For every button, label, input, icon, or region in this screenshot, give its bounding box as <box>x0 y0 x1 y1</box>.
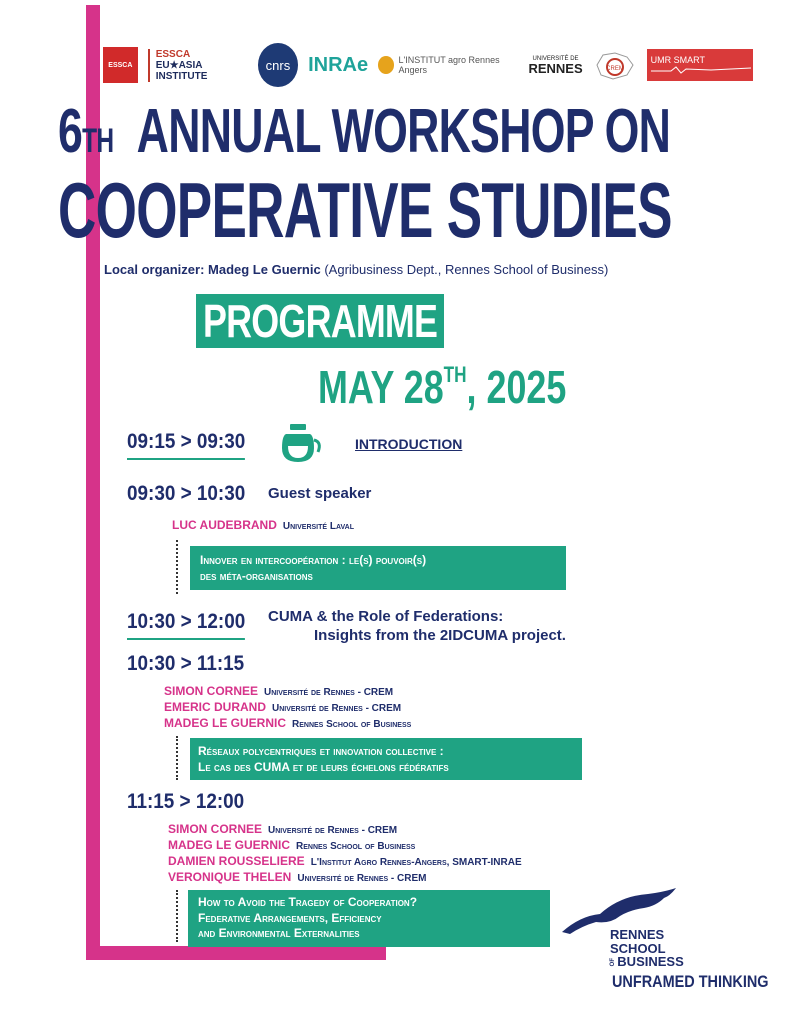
speaker-rousseliere: DAMIEN ROUSSELIERE L'Institut Agro Rennes-Angers, SMART-INRAE <box>168 854 522 868</box>
programme-heading: PROGRAMME <box>196 294 444 348</box>
coffee-pot-icon <box>276 422 324 466</box>
essca-eu-asia-logo: ESSCA EU★ASIA INSTITUTE <box>148 49 248 82</box>
session-1-time: 09:15 > 09:30 <box>127 430 245 460</box>
session-1-label: INTRODUCTION <box>355 436 463 452</box>
decorative-horizontal-bar <box>86 946 386 960</box>
dotted-connector <box>176 890 180 942</box>
session-3-label-line-2: Insights from the 2IDCUMA project. <box>314 627 566 644</box>
speaker-audebrand: LUC AUDEBRAND Université Laval <box>172 518 354 532</box>
svg-text:CREM: CREM <box>605 66 624 72</box>
title-line-1: 6TH ANNUAL WORKSHOP ON <box>58 97 671 166</box>
institut-agro-logo: L'INSTITUT agro Rennes Angers <box>378 55 518 75</box>
speaker-cornee: SIMON CORNEE Université de Rennes - CREM <box>164 684 394 698</box>
session-3-label-line-1: CUMA & the Role of Federations: <box>268 608 504 625</box>
talk-box-2: Innover en intercoopération : le(s) pouvoir(s) des méta-organisations <box>190 546 566 590</box>
talk-box-5: How to Avoid the Tragedy of Cooperation? Federative Arrangements, Efficiency and Environmental Externalities <box>188 890 550 947</box>
speaker-le-guernic: MADEG LE GUERNIC Rennes School of Business <box>164 716 412 730</box>
partner-logos <box>103 40 753 90</box>
smart-wave-icon <box>651 65 751 75</box>
session-3-time: 10:30 > 12:00 <box>127 610 245 640</box>
session-2-time: 09:30 > 10:30 <box>127 482 246 505</box>
talk-box-4: Réseaux polycentriques et innovation collective : Le cas des CUMA et de leurs échelons fédératifs <box>190 738 582 780</box>
crem-logo <box>593 47 637 83</box>
speaker-cornee-2: SIMON CORNEE Université de Rennes - CREM <box>168 822 398 836</box>
event-date: MAY 28TH, 2025 <box>318 361 567 413</box>
agro-dot-icon <box>378 56 394 74</box>
crem-map-icon <box>593 47 637 83</box>
speaker-le-guernic-2: MADEG LE GUERNIC Rennes School of Business <box>168 838 416 852</box>
inrae-logo: INRAe <box>308 53 369 76</box>
universite-rennes-logo: UNIVERSITÉ DE RENNES <box>528 55 583 76</box>
rsb-tagline: UNFRAMED THINKING <box>612 972 769 991</box>
local-organizer: Local organizer: Madeg Le Guernic (Agribusiness Dept., Rennes School of Business) <box>104 262 609 277</box>
speaker-thelen: VERONIQUE THELEN Université de Rennes - CREM <box>168 870 427 884</box>
dotted-connector <box>176 540 180 594</box>
umr-smart-logo: UMR SMART <box>647 49 753 81</box>
session-5-time: 11:15 > 12:00 <box>127 790 245 813</box>
essca-logo: ESSCA <box>103 47 138 83</box>
rennes-school-of-business-logo: RENNES SCHOOL OF BUSINESS UNFRAMED THINKING <box>560 886 750 996</box>
title-line-2: COOPERATIVE STUDIES <box>58 166 672 254</box>
cnrs-logo: cnrs <box>258 43 298 87</box>
session-4-time: 10:30 > 11:15 <box>127 652 245 675</box>
session-2-label: Guest speaker <box>268 485 372 502</box>
speaker-durand: EMERIC DURAND Université de Rennes - CREM <box>164 700 402 714</box>
dotted-connector <box>176 736 180 780</box>
